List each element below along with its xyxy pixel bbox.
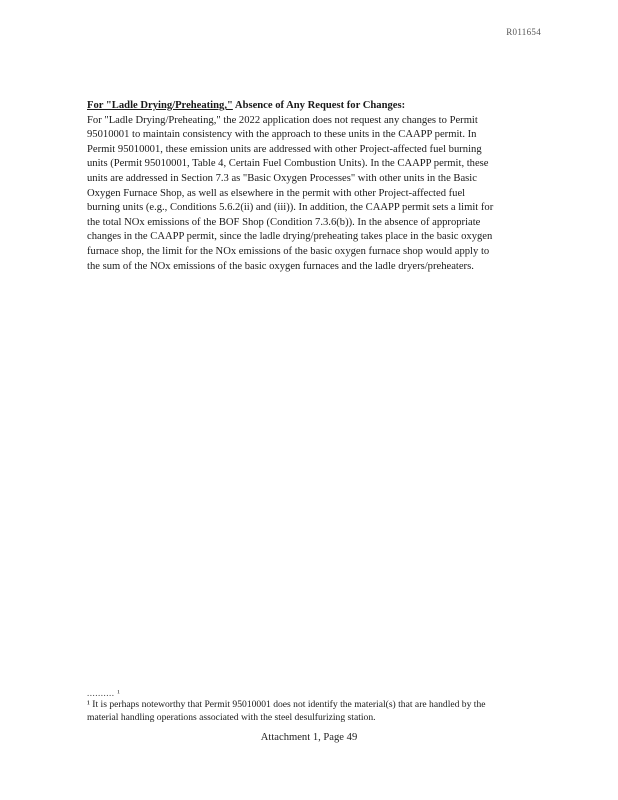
body-line: Permit 95010001, these emission units are addressed with other Project-affected fuel burning	[87, 143, 482, 155]
body-line: 95010001 to maintain consistency with the approach to these units in the CAAPP permit. In	[87, 129, 477, 141]
footnote-line: ¹ It is perhaps noteworthy that Permit 95010001 does not identify the material(s) that are handled by the	[87, 699, 486, 710]
body-line: units are addressed in Section 7.3 as "Basic Oxygen Processes" with other units in the Basic	[87, 172, 477, 184]
body-line: changes in the CAAPP permit, since the ladle drying/preheating takes place in the basic oxygen	[87, 231, 493, 243]
body-line: Oxygen Furnace Shop, as well as elsewhere in the permit with other Project-affected fuel	[87, 187, 466, 199]
body-line: the total NOx emissions of the BOF Shop (Condition 7.3.6(b)). In the absence of appropriate	[87, 216, 481, 228]
footnote-line: material handling operations associated with the steel desulfurizing station.	[87, 711, 376, 723]
body-line: For "Ladle Drying/Preheating," the 2022 application does not request any changes to Permit	[87, 114, 478, 126]
body-line: units (Permit 95010001, Table 4, Certain Fuel Combustion Units). In the CAAPP permit, these	[87, 158, 489, 170]
body-line: the sum of the NOx emissions of the basic oxygen furnaces and the ladle dryers/preheaters.	[87, 260, 474, 272]
body-line: furnace shop, the limit for the NOx emissions of the basic oxygen furnace shop would apply to	[87, 245, 490, 257]
page-footer: Attachment 1, Page 49	[260, 732, 358, 743]
section-heading-underlined: For "Ladle Drying/Preheating,"	[87, 100, 233, 111]
document-id: R011654	[506, 27, 541, 37]
body-line: burning units (e.g., Conditions 5.6.2(ii) and (iii)). In addition, the CAAPP permit sets a limit for	[87, 202, 494, 214]
footnote	[87, 699, 532, 724]
section-heading	[87, 99, 532, 114]
ladle-drying-section	[87, 99, 532, 274]
footnote-separator: .......... ¹	[87, 688, 121, 698]
section-heading-rest: Absence of Any Request for Changes:	[232, 100, 406, 111]
